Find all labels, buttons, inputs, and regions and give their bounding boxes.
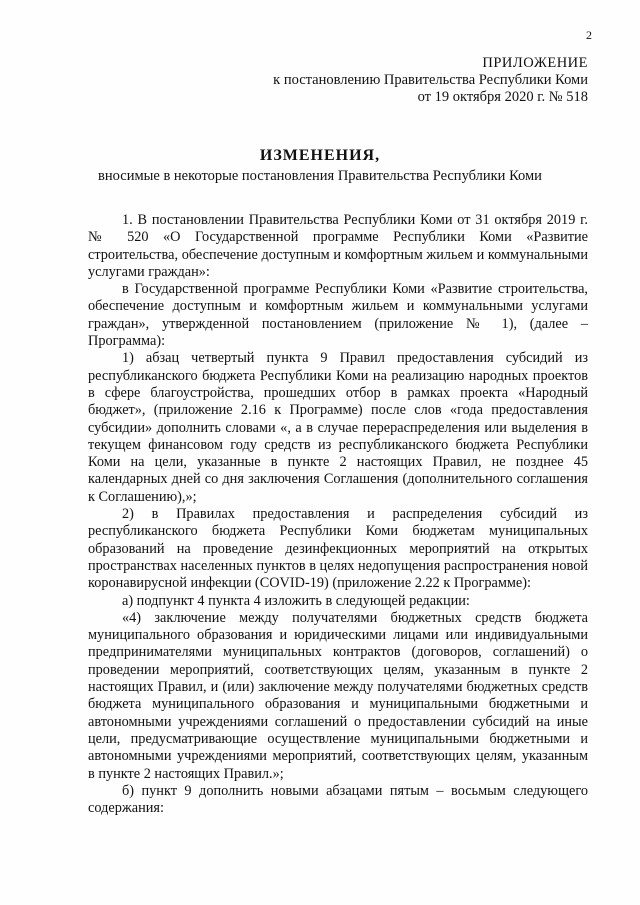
paragraph: б) пункт 9 дополнить новыми абзацами пятым – восьмым следующего содержания: (88, 782, 588, 817)
appendix-line-resolution: к постановлению Правительства Республики Коми (273, 72, 588, 88)
document-title-block (0, 146, 640, 185)
document-subtitle: вносимые в некоторые постановления Правительства Республики Коми (98, 168, 542, 184)
document-body (88, 212, 588, 817)
paragraph: а) подпункт 4 пункта 4 изложить в следующей редакции: (122, 592, 470, 609)
paragraph: «4) заключение между получателями бюджетных средств бюджета муниципального образования и юридическими лицами или индивидуальными предпринимателями муниципальных контрактов (договоров, соглашений) о проведении мероприятий, соответствующих целям, указанным в пункте 2 настоящих Правил, и (или) заключение между получателями бюджетных средств бюджета муниципального образования и муниципальными бюджетными и автономными учреждениями соглашений о предоставлении субсидий на иные цели, предусматривающие осуществление муниципальными бюджетными и автономными учреждениями мероприятий, соответствующих целям, указанным в пункте 2 настоящих Правил.»; (88, 609, 588, 782)
paragraph: 1) абзац четвертый пункта 9 Правил предоставления субсидий из республиканского бюджета Республики Коми на реализацию народных проектов в сфере благоустройства, прошедших отбор в рамках проекта «Народный бюджет», (приложение 2.16 к Программе) после слов «года предоставления субсидии» дополнить словами «, а в случае перераспределения или выделения в текущем финансовом году средств из республиканского бюджета Республики Коми на цели, указанные в пункте 2 настоящих Правил, не позднее 45 календарных дней со дня заключения Соглашения (дополнительного соглашения к Соглашению),»; (88, 350, 588, 505)
appendix-line-date: от 19 октября 2020 г. № 518 (417, 89, 588, 105)
document-title: ИЗМЕНЕНИЯ, (259, 147, 381, 164)
paragraph: 2) в Правилах предоставления и распределения субсидий из республиканского бюджета Республики Коми бюджетам муниципальных образований на проведение дезинфекционных мероприятий на открытых пространствах населенных пунктов в целях недопущения распространения новой коронавирусной инфекции (COVID-19) (приложение 2.22 к Программе): (88, 506, 588, 592)
page-number: 2 (586, 28, 592, 42)
paragraph: 1. В постановлении Правительства Республики Коми от 31 октября 2019 г. № 520 «О Государственной программе Республики Коми «Развитие строительства, обеспечение доступным и комфортным жильем и коммунальными услугами граждан»: (88, 212, 588, 280)
appendix-header (273, 55, 588, 106)
paragraph: в Государственной программе Республики Коми «Развитие строительства, обеспечение доступным и комфортным жильем и коммунальными услугами граждан», утвержденной постановлением (приложение № 1), (далее – Программа): (88, 281, 588, 350)
appendix-title: ПРИЛОЖЕНИЕ (482, 55, 588, 71)
